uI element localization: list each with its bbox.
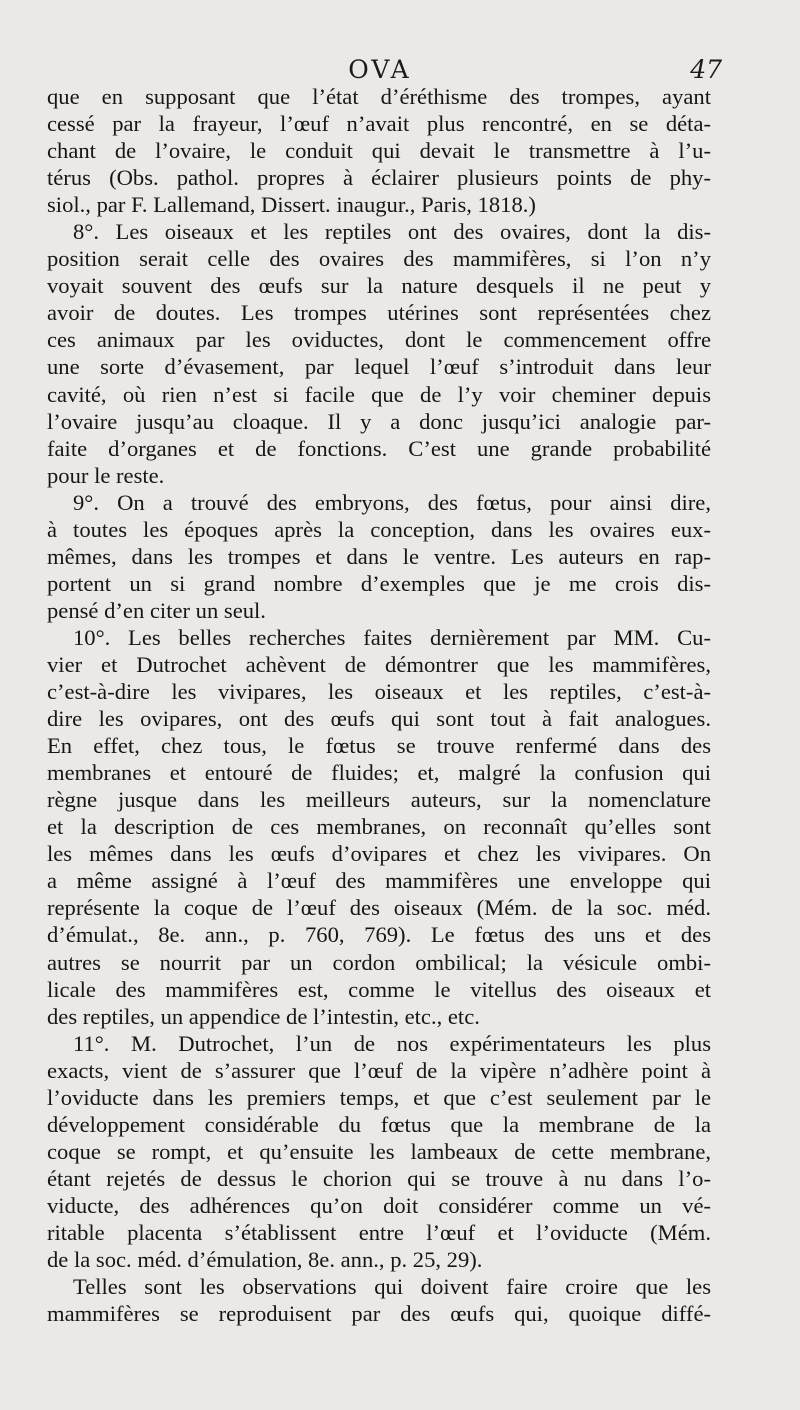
text-line: pour le reste. [47, 462, 165, 488]
text-line: ces animaux par les oviductes, dont le commencement offre [47, 327, 711, 353]
text-line: dire les ovipares, ont des œufs qui sont tout à fait analogues. [47, 706, 711, 732]
text-line: une sorte d’évasement, par lequel l’œuf s’introduit dans leur [47, 354, 711, 380]
text-line: exacts, vient de s’assurer que l’œuf de la vipère n’adhère point à [47, 1057, 711, 1083]
body-text [47, 83, 711, 1327]
page-number: 47 [690, 55, 722, 84]
text-line: voyait souvent des œufs sur la nature desquels il ne peut y [47, 273, 711, 299]
text-line: cessé par la frayeur, l’œuf n’avait plus rencontré, en se déta- [47, 111, 711, 137]
text-line: de la soc. méd. d’émulation, 8e. ann., p. 25, 29). [47, 1247, 483, 1273]
text-line: licale des mammifères est, comme le vitellus des oiseaux et [47, 976, 711, 1002]
text-line: En effet, chez tous, le fœtus se trouve renfermé dans des [47, 733, 711, 759]
text-line: siol., par F. Lallemand, Dissert. inaugur., Paris, 1818.) [47, 192, 536, 218]
text-line: viducte, des adhérences qu’on doit considérer comme un vé- [47, 1192, 711, 1218]
text-line: pensé d’en citer un seul. [47, 597, 266, 623]
text-line: à toutes les époques après la conception, dans les ovaires eux- [47, 516, 711, 542]
text-line: coque se rompt, et qu’ensuite les lambeaux de cette membrane, [47, 1138, 711, 1164]
text-line: ritable placenta s’établissent entre l’œuf et l’oviducte (Mém. [47, 1219, 711, 1245]
text-line: étant rejetés de dessus le chorion qui se trouve à nu dans l’o- [47, 1165, 711, 1191]
text-line: d’émulat., 8e. ann., p. 760, 769). Le fœtus des uns et des [47, 922, 711, 948]
text-line: vier et Dutrochet achèvent de démontrer que les mammifères, [47, 651, 711, 677]
text-line: cavité, où rien n’est si facile que de l’y voir cheminer depuis [47, 381, 711, 407]
text-line: faite d’organes et de fonctions. C’est une grande probabilité [47, 435, 711, 461]
text-line: 9°. On a trouvé des embryons, des fœtus, pour ainsi dire, [73, 489, 711, 515]
text-line: les mêmes dans les œufs d’ovipares et chez les vivipares. On [47, 841, 711, 867]
text-line: chant de l’ovaire, le conduit qui devait le transmettre à l’u- [47, 138, 711, 164]
text-line: l’oviducte dans les premiers temps, et que c’est seulement par le [47, 1084, 711, 1110]
text-line: mêmes, dans les trompes et dans le ventre. Les auteurs en rap- [47, 543, 711, 569]
text-line: 10°. Les belles recherches faites dernièrement par MM. Cu- [73, 624, 711, 650]
text-line: Telles sont les observations qui doivent faire croire que les [73, 1274, 711, 1300]
text-line: représente la coque de l’œuf des oiseaux (Mém. de la soc. méd. [47, 895, 711, 921]
text-line: des reptiles, un appendice de l’intestin, etc., etc. [47, 1003, 480, 1029]
text-line: 11°. M. Dutrochet, l’un de nos expérimentateurs les plus [73, 1030, 711, 1056]
running-head [40, 55, 720, 85]
text-line: membranes et entouré de fluides; et, malgré la confusion qui [47, 760, 711, 786]
text-line: a même assigné à l’œuf des mammifères une enveloppe qui [47, 868, 711, 894]
text-line: portent un si grand nombre d’exemples que je me crois dis- [47, 570, 711, 596]
text-line: que en supposant que l’état d’éréthisme des trompes, ayant [47, 84, 711, 109]
text-line: l’ovaire jusqu’au cloaque. Il y a donc jusqu’ici analogie par- [47, 408, 711, 434]
text-line: mammifères se reproduisent par des œufs qui, quoique diffé- [47, 1301, 711, 1327]
running-title: OVA [348, 55, 412, 84]
text-line: position serait celle des ovaires des mammifères, si l’on n’y [47, 246, 711, 272]
text-line: c’est-à-dire les vivipares, les oiseaux et les reptiles, c’est-à- [47, 679, 711, 705]
text-line: 8°. Les oiseaux et les reptiles ont des ovaires, dont la dis- [73, 219, 711, 245]
text-line: et la description de ces membranes, on reconnaît qu’elles sont [47, 814, 711, 840]
text-line: développement considérable du fœtus que la membrane de la [47, 1111, 711, 1137]
text-line: avoir de doutes. Les trompes utérines sont représentées chez [47, 300, 711, 326]
text-line: autres se nourrit par un cordon ombilical; la vésicule ombi- [47, 949, 711, 975]
text-line: térus (Obs. pathol. propres à éclairer plusieurs points de phy- [47, 165, 711, 191]
text-line: règne jusque dans les meilleurs auteurs, sur la nomenclature [47, 787, 711, 813]
